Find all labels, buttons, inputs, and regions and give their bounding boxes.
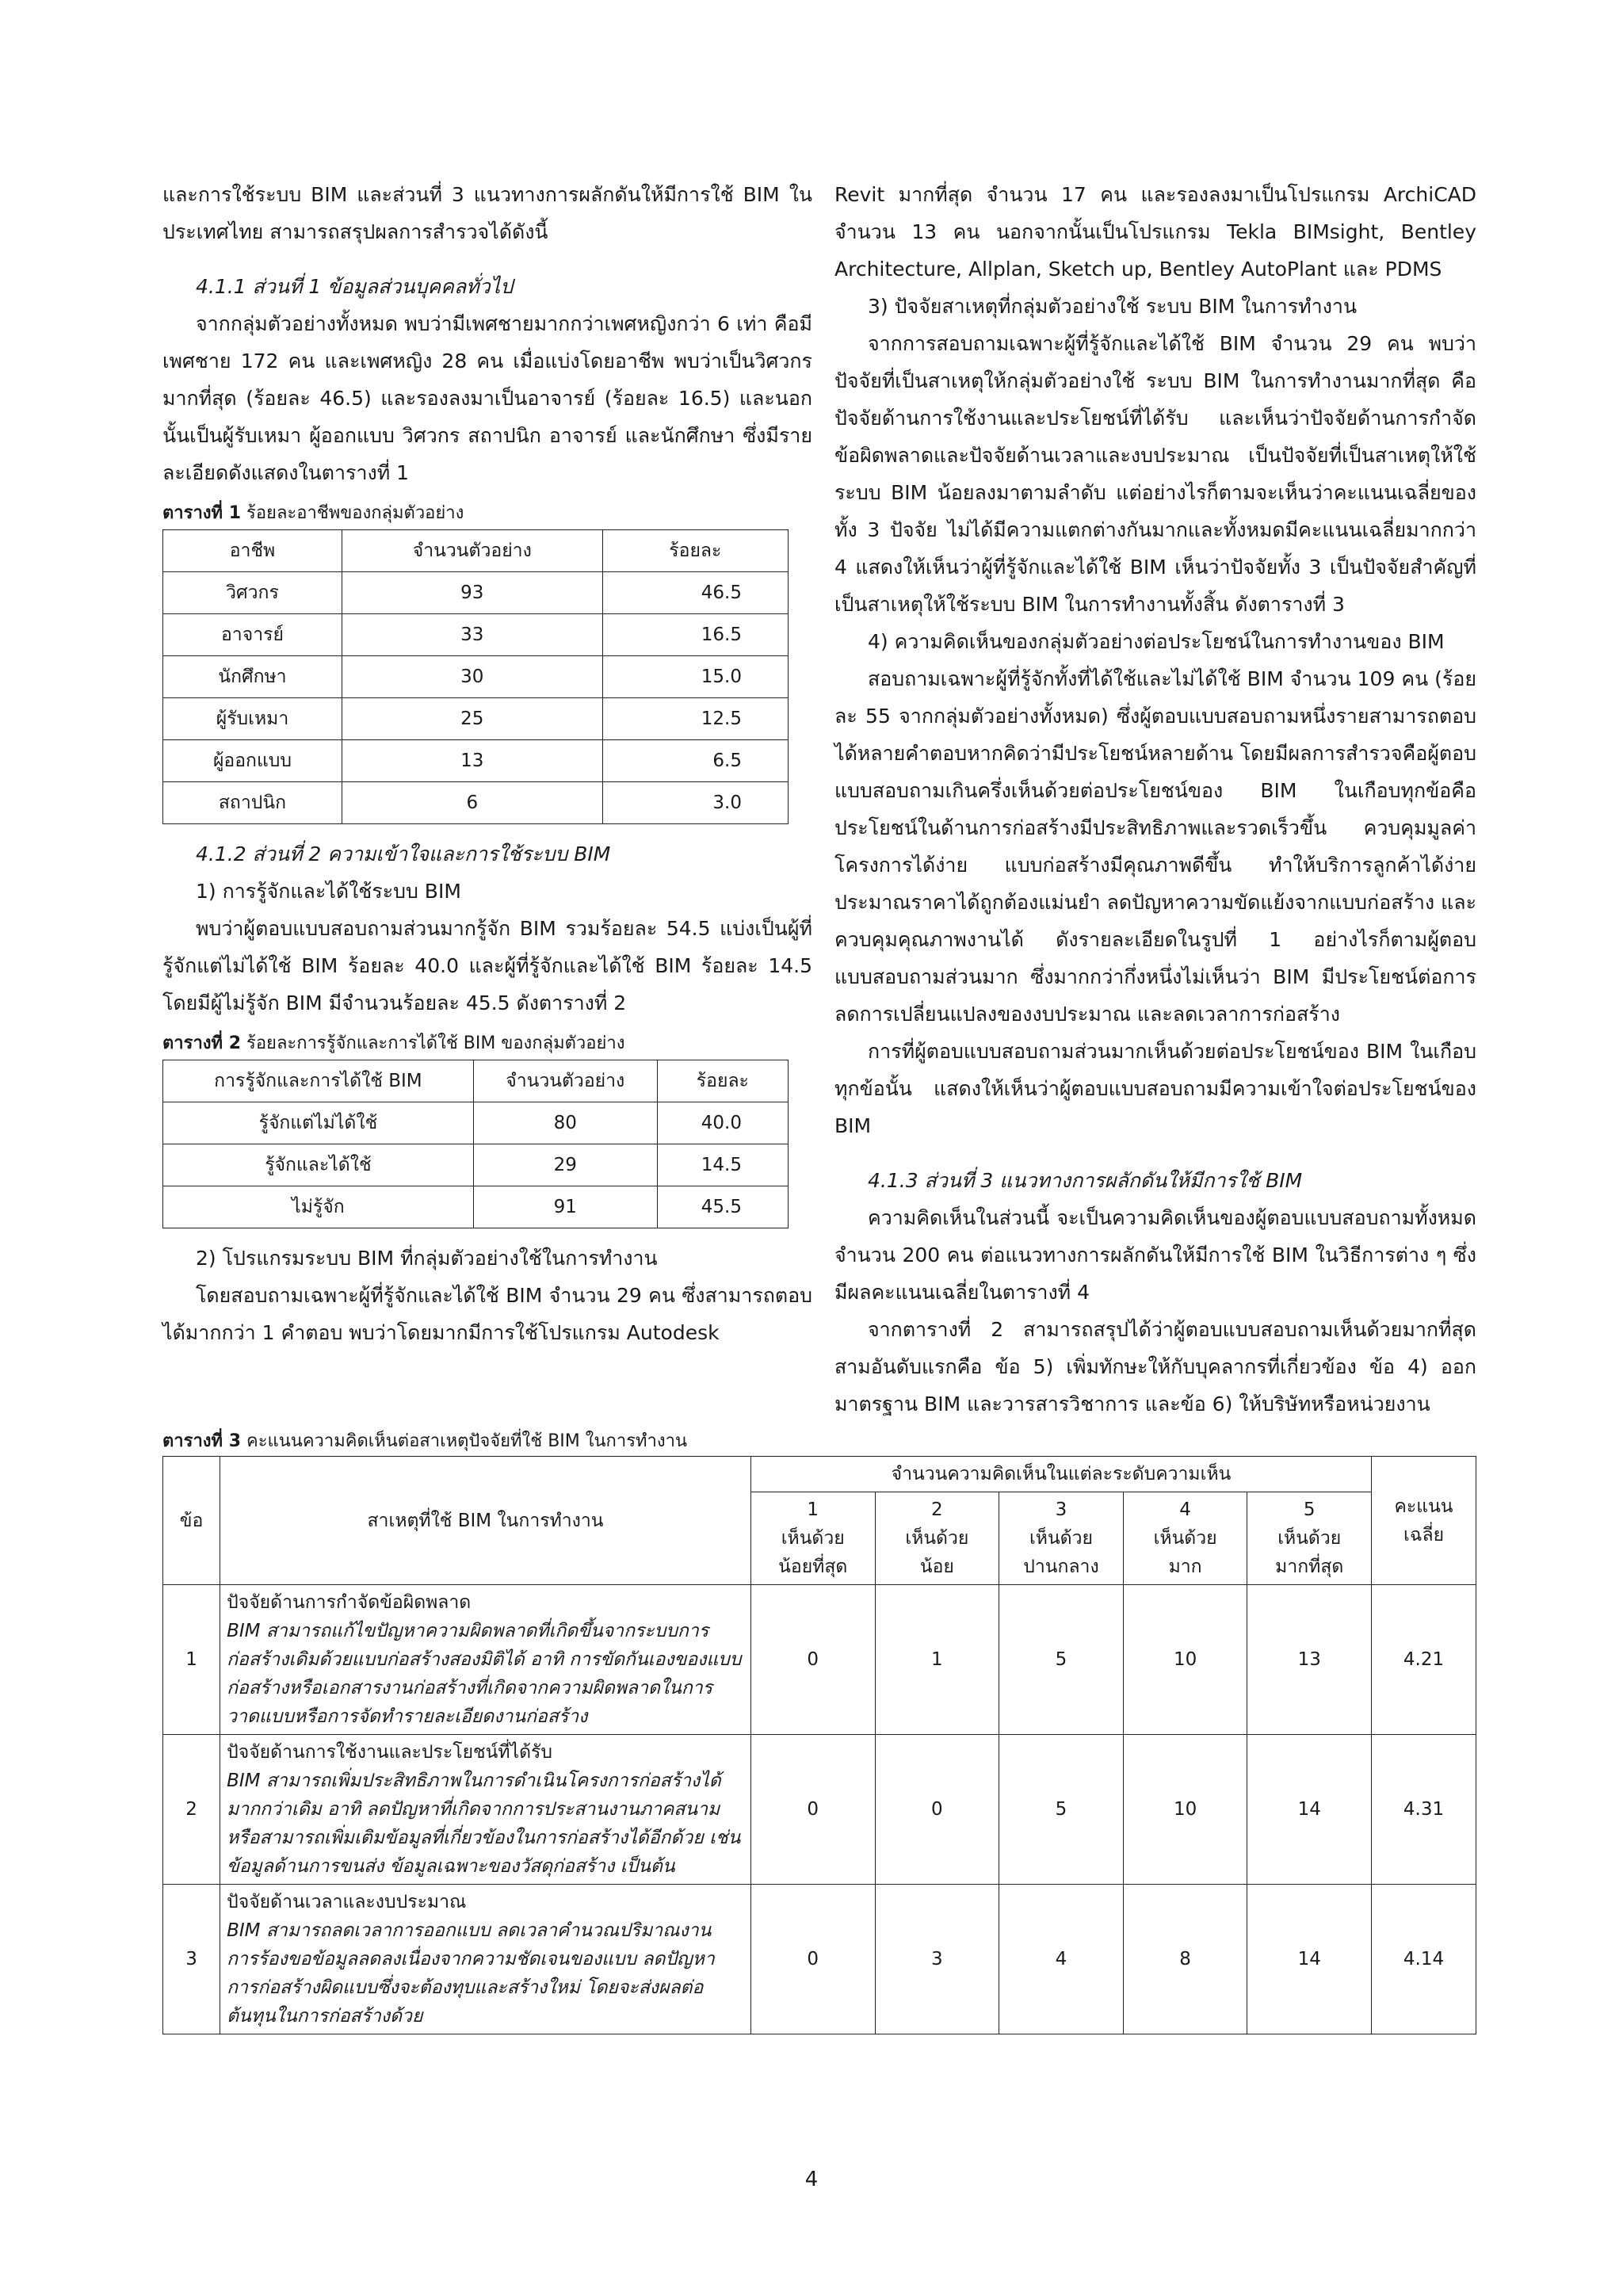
list-item: 4) ความคิดเห็นของกลุ่มตัวอย่างต่อประโยชน์ในการทำงานของ BIM [868,630,1445,653]
paragraph: การที่ผู้ตอบแบบสอบถามส่วนมากเห็นด้วยต่อประโยชน์ของ BIM ในเกือบทุกข้อนั้น แสดงให้เห็นว่าผู้ตอบแบบสอบถามมีความเข้าใจต่อประโยชน์ของ BIM [834,1040,1476,1137]
table-header: 1 เห็นด้วย น้อยที่สุด [750,1492,875,1585]
table-header: การรู้จักและการได้ใช้ BIM [163,1060,474,1102]
paragraph: พบว่าผู้ตอบแบบสอบถามส่วนมากรู้จัก BIM รวมร้อยละ 54.5 แบ่งเป็นผู้ที่รู้จักแต่ไม่ได้ใช้ BIM ร้อยละ 40.0 และผู้ที่รู้จักและได้ใช้ BIM ร้อยละ 14.5 โดยมีผู้ไม่รู้จัก BIM มีจำนวนร้อยละ 45.5 ดังตารางที่ 2 [162,917,812,1014]
table-row: อาจารย์ 33 16.5 [163,614,789,656]
page-number: 4 [804,2168,819,2191]
right-column [834,176,1476,1423]
table-row: รู้จักและได้ใช้ 29 14.5 [163,1144,789,1186]
table-header: จำนวนความคิดเห็นในแต่ละระดับความเห็น [750,1457,1371,1492]
table-header: ร้อยละ [657,1060,788,1102]
table-header: จำนวนตัวอย่าง [473,1060,657,1102]
table-2 [162,1060,789,1228]
paragraph: จากการสอบถามเฉพาะผู้ที่รู้จักและได้ใช้ BIM จำนวน 29 คน พบว่าปัจจัยที่เป็นสาเหตุให้กลุ่มตัวอย่างใช้ ระบบ BIM ในการทำงานมากที่สุด คือ ปัจจัยด้านการใช้งานและประโยชน์ที่ได้รับ และเห็นว่าปัจจัยด้านการกำจัดข้อผิดพลาดและปัจจัยด้านเวลาและงบประมาณ เป็นปัจจัยที่เป็นสาเหตุให้ใช้ระบบ BIM น้อยลงมาตามลำดับ แต่อย่างไรก็ตามจะเห็นว่าคะแนนเฉลี่ยของทั้ง 3 ปัจจัย ไม่ได้มีความแตกต่างกันมากและทั้งหมดมีคะแนนเฉลี่ยมากกว่า 4 แสดงให้เห็นว่าผู้ที่รู้จักและได้ใช้ BIM เห็นว่าปัจจัยทั้ง 3 เป็นปัจจัยสำคัญที่เป็นสาเหตุให้ใช้ระบบ BIM ในการทำงานทั้งสิ้น ดังตารางที่ 3 [834,332,1476,616]
paragraph: จากกลุ่มตัวอย่างทั้งหมด พบว่ามีเพศชายมากกว่าเพศหญิงกว่า 6 เท่า คือมีเพศชาย 172 คน และเพศหญิง 28 คน เมื่อแบ่งโดยอาชีพ พบว่าเป็นวิศวกรมากที่สุด (ร้อยละ 46.5) และรองลงมาเป็นอาจารย์ (ร้อยละ 16.5) และนอกนั้นเป็นผู้รับเหมา ผู้ออกแบบ วิศวกร สถาปนิก อาจารย์ และนักศึกษา ซึ่งมีรายละเอียดดังแสดงในตารางที่ 1 [162,312,812,484]
table-row: 2 ปัจจัยด้านการใช้งานและประโยชน์ที่ได้รับ BIM สามารถเพิ่มประสิทธิภาพในการดำเนินโครงการก่อสร้างได้มากกว่าเดิม อาทิ ลดปัญหาที่เกิดจากการประสานงานภาคสนาม หรือสามารถเพิ่มเติมข้อมูลที่เกี่ยวข้องในการก่อสร้างได้อีกด้วย เช่นข้อมูลด้านการขนส่ง ข้อมูลเฉพาะของวัสดุก่อสร้าง เป็นต้น 0 0 5 10 14 4.31 [163,1735,1476,1885]
table-3 [162,1456,1476,2034]
table-header: 5 เห็นด้วย มากที่สุด [1247,1492,1372,1585]
paragraph: Revit มากที่สุด จำนวน 17 คน และรองลงมาเป็นโปรแกรม ArchiCAD จำนวน 13 คน นอกจากนั้นเป็นโปรแกรม Tekla BIMsight, Bentley Architecture, Allplan, Sketch up, Bentley AutoPlant และ PDMS [834,183,1476,281]
list-item: 3) ปัจจัยสาเหตุที่กลุ่มตัวอย่างใช้ ระบบ BIM ในการทำงาน [868,295,1358,318]
table-header: 2 เห็นด้วย น้อย [875,1492,999,1585]
paragraph: สอบถามเฉพาะผู้ที่รู้จักทั้งที่ได้ใช้และไม่ได้ใช้ BIM จำนวน 109 คน (ร้อยละ 55 จากกลุ่มตัวอย่างทั้งหมด) ซึ่งผู้ตอบแบบสอบถามหนึ่งรายสามารถตอบได้หลายคำตอบหากคิดว่ามีประโยชน์หลายด้าน โดยมีผลการสำรวจคือผู้ตอบแบบสอบถามเกินครึ่งเห็นด้วยต่อประโยชน์ของ BIM ในเกือบทุกข้อคือประโยชน์ในด้านการก่อสร้างมีประสิทธิภาพและรวดเร็วขึ้น ควบคุมมูลค่าโครงการได้ง่าย แบบก่อสร้างมีคุณภาพดีขึ้น ทำให้บริการลูกค้าได้ง่าย ประมาณราคาได้ถูกต้องแม่นยำ ลดปัญหาความขัดแย้งจากแบบก่อสร้าง และควบคุมคุณภาพงานได้ ดังรายละเอียดในรูปที่ 1 อย่างไรก็ตามผู้ตอบแบบสอบถามส่วนมาก ซึ่งมากกว่ากึ่งหนึ่งไม่เห็นว่า BIM มีประโยชน์ต่อการลดการเปลี่ยนแปลงของงบประมาณ และลดเวลาการก่อสร้าง [834,667,1476,1026]
table-header: ข้อ [163,1457,220,1585]
list-item: 1) การรู้จักและได้ใช้ระบบ BIM [196,880,461,903]
paragraph: โดยสอบถามเฉพาะผู้ที่รู้จักและได้ใช้ BIM จำนวน 29 คน ซึ่งสามารถตอบได้มากกว่า 1 คำตอบ พบว่าโดยมากมีการใช้โปรแกรม Autodesk [162,1284,812,1344]
paragraph: จากตารางที่ 2 สามารถสรุปได้ว่าผู้ตอบแบบสอบถามเห็นด้วยมากที่สุดสามอันดับแรกคือ ข้อ 5) เพิ่มทักษะให้กับบุคลากรที่เกี่ยวข้อง ข้อ 4) ออกมาตรฐาน BIM และวารสารวิชาการ และข้อ 6) ให้บริษัทหรือหน่วยงาน [834,1318,1476,1415]
section-heading-4-1-3: 4.1.3 ส่วนที่ 3 แนวทางการผลักดันให้มีการใช้ BIM [868,1169,1303,1192]
table-2-caption: ตารางที่ 2 ร้อยละการรู้จักและการได้ใช้ BIM ของกลุ่มตัวอย่าง [162,1033,625,1053]
table-row: วิศวกร 93 46.5 [163,572,789,614]
table-row: 1 ปัจจัยด้านการกำจัดข้อผิดพลาด BIM สามารถแก้ไขปัญหาความผิดพลาดที่เกิดขึ้นจากระบบการก่อสร้างเดิมด้วยแบบก่อสร้างสองมิติได้ อาทิ การขัดกันเองของแบบก่อสร้างหรือเอกสารงานก่อสร้างที่เกิดจากความผิดพลาดในการวาดแบบหรือการจัดทำรายละเอียดงานก่อสร้าง 0 1 5 10 13 4.21 [163,1585,1476,1735]
table-row: ผู้รับเหมา 25 12.5 [163,698,789,740]
list-item: 2) โปรแกรมระบบ BIM ที่กลุ่มตัวอย่างใช้ในการทำงาน [196,1247,658,1270]
left-column [162,176,812,1351]
table-header: สาเหตุที่ใช้ BIM ในการทำงาน [220,1457,751,1585]
table-1-caption: ตารางที่ 1 ร้อยละอาชีพของกลุ่มตัวอย่าง [162,503,464,523]
table-header: อาชีพ [163,530,342,572]
table-row: สถาปนิก 6 3.0 [163,782,789,824]
table-row: นักศึกษา 30 15.0 [163,656,789,698]
table-header: 4 เห็นด้วย มาก [1123,1492,1247,1585]
paragraph: ความคิดเห็นในส่วนนี้ จะเป็นความคิดเห็นของผู้ตอบแบบสอบถามทั้งหมด จำนวน 200 คน ต่อแนวทางการผลักดันให้มีการใช้ BIM ในวิธีการต่าง ๆ ซึ่งมีผลคะแนนเฉลี่ยในตารางที่ 4 [834,1206,1476,1304]
table-header: 3 เห็นด้วย ปานกลาง [999,1492,1124,1585]
table-header: ร้อยละ [602,530,788,572]
section-heading-4-1-1: 4.1.1 ส่วนที่ 1 ข้อมูลส่วนบุคคลทั่วไป [196,275,514,298]
table-header: คะแนนเฉลี่ย [1372,1457,1476,1585]
table-row: รู้จักแต่ไม่ได้ใช้ 80 40.0 [163,1102,789,1144]
table-row: ผู้ออกแบบ 13 6.5 [163,740,789,782]
section-heading-4-1-2: 4.1.2 ส่วนที่ 2 ความเข้าใจและการใช้ระบบ BIM [196,842,611,865]
table-3-caption: ตารางที่ 3 คะแนนความคิดเห็นต่อสาเหตุปัจจัยที่ใช้ BIM ในการทำงาน [162,1431,688,1451]
table-row: 3 ปัจจัยด้านเวลาและงบประมาณ BIM สามารถลดเวลาการออกแบบ ลดเวลาคำนวณปริมาณงาน การร้องขอข้อมูลลดลงเนื่องจากความชัดเจนของแบบ ลดปัญหาการก่อสร้างผิดแบบซึ่งจะต้องทุบและสร้างใหม่ โดยจะส่งผลต่อต้นทุนในการก่อสร้างด้วย 0 3 4 8 14 4.14 [163,1885,1476,2034]
table-header: จำนวนตัวอย่าง [342,530,602,572]
table-row: ไม่รู้จัก 91 45.5 [163,1186,789,1228]
paragraph: และการใช้ระบบ BIM และส่วนที่ 3 แนวทางการผลักดันให้มีการใช้ BIM ในประเทศไทย สามารถสรุปผลการสำรวจได้ดังนี้ [162,183,812,243]
table-1 [162,529,789,824]
